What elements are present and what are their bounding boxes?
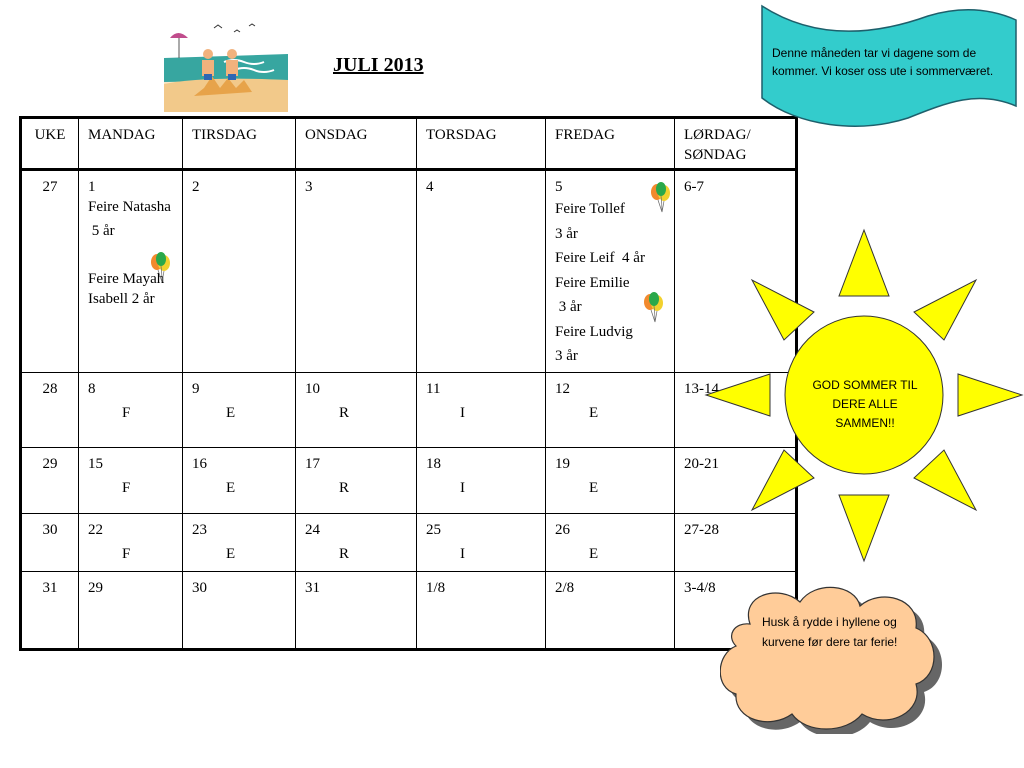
day-cell [546, 448, 675, 514]
ferie-letter: E [226, 405, 236, 421]
day-number: 2 [192, 179, 200, 195]
week-number: 31 [21, 572, 79, 650]
day-cell-weekend: 13-14 [675, 373, 797, 448]
event-text: 3 år [555, 299, 582, 315]
ferie-letter: E [589, 546, 599, 562]
day-number: 3 [305, 179, 313, 195]
day-number: 8 [88, 381, 96, 397]
day-cell-weekend: 20-21 [675, 448, 797, 514]
day-number: 18 [426, 456, 441, 472]
day-cell [296, 572, 417, 650]
day-cell [79, 448, 183, 514]
day-cell [417, 514, 546, 572]
day-cell [79, 514, 183, 572]
day-cell [79, 170, 183, 373]
column-header-wednesday: ONSDAG [296, 118, 417, 170]
day-number: 9 [192, 381, 200, 397]
ferie-letter: R [339, 480, 350, 496]
day-cell [546, 572, 675, 650]
day-cell [183, 170, 296, 373]
balloon-icon [148, 251, 174, 285]
balloon-icon [648, 181, 674, 215]
day-number: 29 [88, 580, 103, 596]
day-cell [183, 514, 296, 572]
day-cell [417, 170, 546, 373]
day-cell [79, 373, 183, 448]
day-number: 19 [555, 456, 570, 472]
event-text: 3 år [555, 348, 578, 364]
event-text: Feire Natasha [88, 199, 171, 215]
day-number: 16 [192, 456, 207, 472]
page-title: JULI 2013 [333, 54, 424, 76]
day-number: 10 [305, 381, 320, 397]
calendar-table [19, 116, 798, 651]
ferie-letter: R [339, 405, 350, 421]
event-text: Feire Emilie [555, 274, 630, 291]
ferie-letter: I [460, 480, 465, 496]
day-cell [417, 572, 546, 650]
ferie-letter: F [122, 405, 131, 421]
column-header-weekend: LØRDAG/ SØNDAG [675, 118, 797, 170]
day-number: 11 [426, 381, 441, 397]
day-number: 4 [426, 179, 434, 195]
event-text: 5 år [88, 223, 115, 239]
cloud-shape [720, 584, 952, 734]
event-text: Feire Tollef [555, 201, 625, 217]
day-cell-weekend: 27-28 [675, 514, 797, 572]
beach-clipart [164, 18, 288, 112]
day-number: 26 [555, 522, 570, 538]
day-cell [417, 373, 546, 448]
day-cell [546, 514, 675, 572]
day-number: 17 [305, 456, 320, 472]
day-number: 23 [192, 522, 207, 538]
ferie-letter: F [122, 546, 131, 562]
week-number: 28 [21, 373, 79, 448]
day-number: 22 [88, 522, 103, 538]
day-cell-weekend: 6-7 [675, 170, 797, 373]
day-cell [296, 514, 417, 572]
column-header-week: UKE [21, 118, 79, 170]
ferie-letter: E [226, 546, 236, 562]
day-number: 30 [192, 580, 207, 596]
table-row [21, 514, 797, 572]
day-number: 15 [88, 456, 103, 472]
ferie-letter: E [589, 405, 599, 421]
day-cell [546, 170, 675, 373]
day-number: 5 [555, 179, 563, 195]
day-number: 1 [88, 179, 96, 195]
day-number: 31 [305, 580, 320, 596]
day-cell [417, 448, 546, 514]
day-number: 2/8 [555, 580, 575, 596]
day-cell [79, 572, 183, 650]
ferie-letter: E [226, 480, 236, 496]
event-text: Feire Mayah Isabell 2 år [88, 271, 165, 307]
ferie-letter: I [460, 405, 465, 421]
event-text: 3 år [555, 225, 578, 242]
ferie-letter: E [589, 480, 599, 496]
ferie-letter: R [339, 546, 350, 562]
table-row [21, 572, 797, 650]
flag-note-text: Denne måneden tar vi dagene som de kommer. Vi koser oss ute i sommerværet. [772, 46, 994, 78]
day-cell [183, 373, 296, 448]
column-header-tuesday: TIRSDAG [183, 118, 296, 170]
ferie-letter: I [460, 546, 465, 562]
table-row [21, 170, 797, 373]
day-cell [296, 448, 417, 514]
day-cell [183, 572, 296, 650]
day-number: 25 [426, 522, 441, 538]
day-cell [183, 448, 296, 514]
header-row [21, 118, 797, 170]
week-number: 27 [21, 170, 79, 373]
event-text: Feire Leif 4 år [555, 250, 645, 266]
sun-greeting-text: GOD SOMMER TIL DERE ALLE SAMMEN!! [812, 378, 918, 430]
table-row [21, 373, 797, 448]
day-number: 12 [555, 381, 570, 397]
cloud-reminder-text: Husk å rydde i hyllene og kurvene før dere tar ferie! [762, 615, 898, 649]
day-cell [296, 373, 417, 448]
column-header-friday: FREDAG [546, 118, 675, 170]
balloon-icon [641, 291, 667, 325]
day-cell-weekend: 3-4/8 [675, 572, 797, 650]
day-cell [296, 170, 417, 373]
column-header-monday: MANDAG [79, 118, 183, 170]
event-text: Feire Ludvig [555, 323, 633, 340]
day-cell [546, 373, 675, 448]
week-number: 29 [21, 448, 79, 514]
ferie-letter: F [122, 480, 131, 496]
table-row [21, 448, 797, 514]
day-number: 1/8 [426, 580, 446, 596]
day-number: 24 [305, 522, 320, 538]
week-number: 30 [21, 514, 79, 572]
column-header-thursday: TORSDAG [417, 118, 546, 170]
